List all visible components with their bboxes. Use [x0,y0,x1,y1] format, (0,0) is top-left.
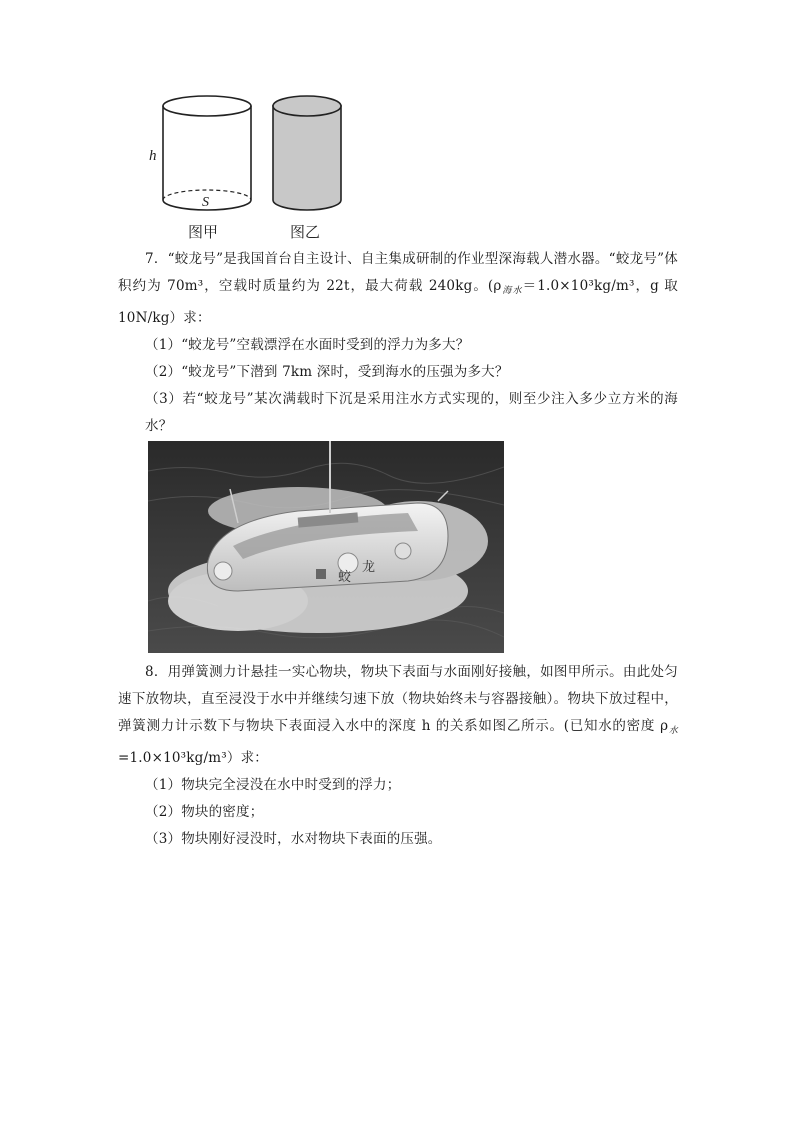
q8-stem-text: 用弹簧测力计悬挂一实心物块，物块下表面与水面刚好接触，如图甲所示。由此处匀速下放物块，直至浸没于水中并继续匀速下放（物块始终未与容器接触）。物块下放过程中，弹簧测力计示数下与物块下表面浸入水中的深度 h 的关系如图乙所示。(已知水的密度 ρ [118,664,678,734]
q7-sub3: （3）若“蛟龙号”某次满载时下沉是采用注水方式实现的，则至少注入多少立方米的海水？ [145,391,678,434]
q8-sub2: （2）物块的密度； [145,804,264,820]
q7-number: 7． [145,251,168,267]
caption-b: 图乙 [290,223,321,241]
cylinder-b [273,96,341,210]
submersible-photo [148,441,504,653]
q7-rho-subscript: 海水 [501,286,523,296]
q8-sub1: （1）物块完全浸没在水中时受到的浮力； [145,777,401,793]
q7-stem-tail: ＝1.0×10³kg/m³，g 取 10N/kg）求： [118,278,678,326]
q8-rho-subscript: 水 [668,726,679,736]
q8-number: 8． [145,664,168,680]
q7-sub1: （1）“蛟龙号”空载漂浮在水面时受到的浮力为多大？ [145,337,470,353]
label-s: S [202,195,209,210]
q8-stem-tail: =1.0×10³kg/m³）求： [118,750,268,766]
cylinder-figure [140,88,360,248]
caption-a: 图甲 [188,223,219,241]
q7-stem [118,246,678,332]
cylinder-a [163,96,251,210]
q7-stem-text: “蛟龙号”是我国首台自主设计、自主集成研制的作业型深海载人潜水器。“蛟龙号”体积约为 70m³，空载时质量约为 22t，最大荷载 240kg。(ρ [118,251,678,294]
question-7 [118,246,678,440]
label-h: h [149,148,157,164]
hull-text-2: 龙 [362,560,376,575]
hull-text-1: 蛟 [338,570,352,585]
question-8 [118,659,678,853]
q8-sub3: （3）物块刚好浸没时，水对物块下表面的压强。 [145,831,442,847]
q8-stem [118,659,678,772]
q7-sub2: （2）“蛟龙号”下潜到 7km 深时，受到海水的压强为多大？ [145,364,509,380]
